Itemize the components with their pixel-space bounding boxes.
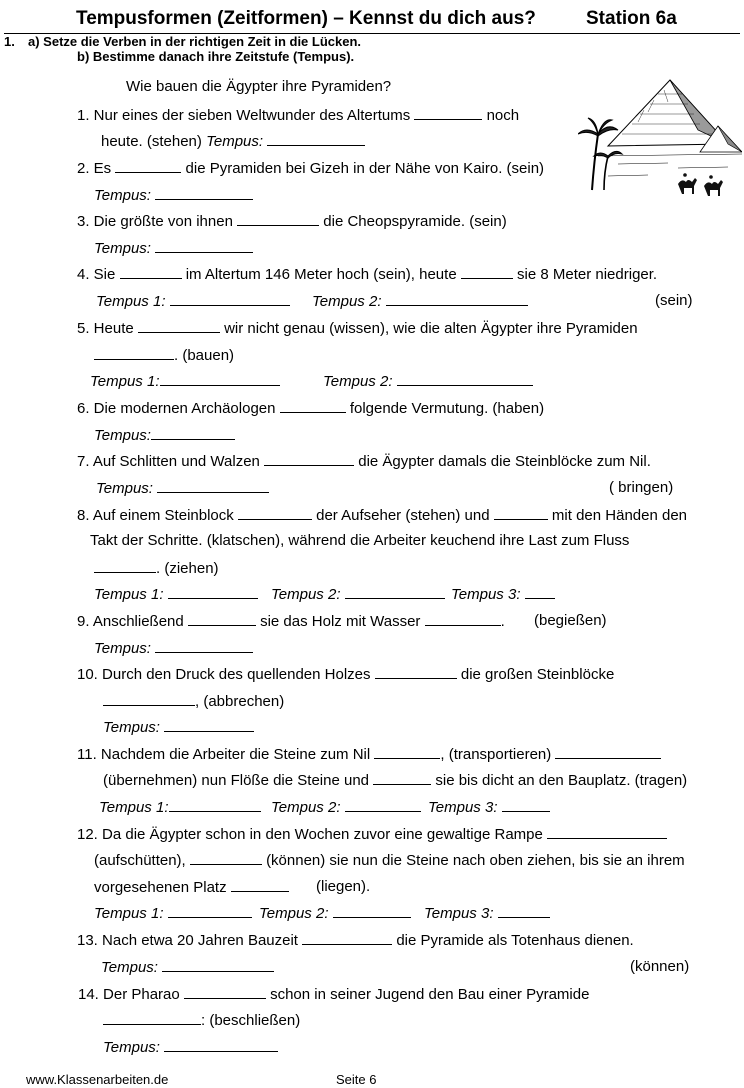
item-3-tempus-line	[94, 239, 253, 257]
item-6-tempus-blank[interactable]	[151, 426, 235, 440]
item-6-tempus-label: Tempus:	[94, 427, 151, 444]
item-6-tempus-line	[94, 426, 235, 444]
worksheet-subtitle: Wie bauen die Ägypter ihre Pyramiden?	[126, 78, 392, 95]
item-5-tempus1-blank[interactable]	[160, 372, 280, 386]
item-11-tempus2-label: Tempus 2:	[271, 799, 341, 816]
item-4-text-b: im Altertum 146 Meter hoch (sein), heute	[185, 266, 457, 283]
item-4-text-a: 4. Sie	[77, 266, 116, 283]
item-9-tempus-blank[interactable]	[155, 639, 253, 653]
item-10-tempus-label: Tempus:	[103, 719, 160, 736]
item-12-line-2	[94, 851, 685, 869]
item-5-tempus2-label: Tempus 2:	[323, 373, 393, 390]
item-14-line-1	[78, 985, 589, 1003]
item-12-text-d: vorgesehenen Platz	[94, 879, 227, 896]
item-12-tempus2-blank[interactable]	[333, 904, 411, 918]
item-9-text-a: 9. Anschließend	[77, 613, 184, 630]
item-5-text-a: 5. Heute	[77, 320, 134, 337]
item-11-text-d: sie bis dicht an den Bauplatz. (tragen)	[435, 772, 688, 789]
item-12-tempus3-blank[interactable]	[498, 904, 550, 918]
item-14-text-c: : (beschließen)	[201, 1012, 301, 1029]
item-10-blank-2[interactable]	[103, 692, 195, 706]
item-10-text-a: 10. Durch den Druck des quellenden Holzes	[77, 666, 371, 683]
item-13-verb: (können)	[630, 958, 690, 975]
item-5-tempus2-blank[interactable]	[397, 372, 533, 386]
item-2-tempus-blank[interactable]	[155, 186, 253, 200]
item-10-line-1	[77, 665, 614, 683]
item-14-blank-1[interactable]	[184, 985, 266, 999]
item-8-tempus3-line	[451, 585, 555, 603]
item-8-tempus2-label: Tempus 2:	[271, 586, 341, 603]
item-4-line-1	[77, 265, 657, 283]
item-14-tempus-label: Tempus:	[103, 1039, 160, 1056]
item-11-text-a: 11. Nachdem die Arbeiter die Steine zum Nil	[77, 746, 371, 763]
item-9-text-c: .	[500, 613, 505, 630]
item-5-tempus2-line	[323, 372, 533, 390]
item-2-blank-1[interactable]	[115, 159, 181, 173]
instruction-b: b) Bestimme danach ihre Zeitstufe (Tempus).	[77, 49, 355, 64]
item-8-tempus1-line	[94, 585, 258, 603]
item-7-tempus-label: Tempus:	[96, 480, 153, 497]
item-7-verb: ( bringen)	[609, 479, 674, 496]
item-3-tempus-blank[interactable]	[155, 239, 253, 253]
item-1-text-b: noch	[486, 107, 520, 124]
item-1-line-2	[101, 132, 365, 150]
item-8-tempus2-line	[271, 585, 445, 603]
item-3-text-a: 3. Die größte von ihnen	[77, 213, 233, 230]
item-5-line-2	[94, 346, 234, 364]
item-12-line-1	[77, 825, 667, 843]
item-11-tempus3-label: Tempus 3:	[428, 799, 498, 816]
item-12-blank-1[interactable]	[547, 825, 667, 839]
item-9-tempus-label: Tempus:	[94, 640, 151, 657]
item-13-text-b: die Pyramide als Totenhaus dienen.	[396, 932, 634, 949]
item-9-blank-2[interactable]	[425, 612, 501, 626]
item-8-text-e: . (ziehen)	[156, 560, 219, 577]
item-11-line-1	[77, 745, 661, 763]
item-9-tempus-line	[94, 639, 253, 657]
item-12-blank-3[interactable]	[231, 878, 289, 892]
item-14-line-2	[103, 1011, 300, 1029]
item-2-text-a: 2. Es	[77, 160, 112, 177]
item-5-blank-2[interactable]	[94, 346, 174, 360]
item-11-tempus1-blank[interactable]	[169, 798, 261, 812]
item-2-line-1	[77, 159, 544, 177]
item-7-tempus-blank[interactable]	[157, 479, 269, 493]
item-13-line-1	[77, 931, 634, 949]
item-12-tempus3-label: Tempus 3:	[424, 905, 494, 922]
item-12-blank-2[interactable]	[190, 851, 262, 865]
item-4-tempus2-blank[interactable]	[386, 292, 528, 306]
item-11-blank-1[interactable]	[374, 745, 440, 759]
item-1-tempus-blank[interactable]	[267, 132, 365, 146]
item-14-tempus-blank[interactable]	[164, 1038, 278, 1052]
item-1-text-a: 1. Nur eines der sieben Weltwunder des Altertums	[77, 107, 411, 124]
item-11-text-c: (übernehmen) nun Flöße die Steine und	[103, 772, 370, 789]
item-5-tempus1-label: Tempus 1:	[90, 373, 160, 390]
item-2-tempus-line	[94, 186, 253, 204]
item-8-text-a: 8. Auf einem Steinblock	[77, 507, 234, 524]
item-1-blank-1[interactable]	[414, 106, 482, 120]
item-4-tempus1-blank[interactable]	[170, 292, 290, 306]
item-11-tempus1-label: Tempus 1:	[99, 799, 169, 816]
item-9-line-1	[77, 612, 505, 630]
item-9-verb: (begießen)	[534, 612, 607, 629]
station-label: Station 6a	[586, 8, 677, 29]
item-8-blank-1[interactable]	[238, 506, 312, 520]
item-8-blank-2[interactable]	[494, 506, 548, 520]
item-12-text-e: (liegen).	[316, 878, 371, 895]
item-2-tempus-label: Tempus:	[94, 187, 151, 204]
item-12-tempus1-line	[94, 904, 252, 922]
item-11-blank-2[interactable]	[555, 745, 661, 759]
item-4-blank-2[interactable]	[461, 265, 513, 279]
item-7-tempus-line	[96, 479, 269, 497]
item-11-line-2	[103, 771, 687, 789]
item-14-blank-2[interactable]	[103, 1011, 201, 1025]
item-14-tempus-line	[103, 1038, 278, 1056]
item-6-blank-1[interactable]	[280, 399, 346, 413]
item-11-tempus2-blank[interactable]	[345, 798, 421, 812]
item-4-blank-1[interactable]	[120, 265, 182, 279]
item-10-tempus-blank[interactable]	[164, 718, 254, 732]
item-4-tempus2-label: Tempus 2:	[312, 293, 382, 310]
item-14-text-a: 14. Der Pharao	[78, 986, 180, 1003]
item-4-tempus1-label: Tempus 1:	[96, 293, 166, 310]
item-13-blank-1[interactable]	[302, 931, 392, 945]
item-14-text-b: schon in seiner Jugend den Bau einer Pyramide	[270, 986, 590, 1003]
item-4-tempus-line	[96, 292, 290, 310]
item-8-tempus3-label: Tempus 3:	[451, 586, 521, 603]
item-11-text-b: , (transportieren)	[440, 746, 552, 763]
item-3-tempus-label: Tempus:	[94, 240, 151, 257]
item-11-tempus3-blank[interactable]	[502, 798, 550, 812]
item-9-text-b: sie das Holz mit Wasser	[260, 613, 421, 630]
item-8-line-3	[94, 559, 219, 577]
footer-site: www.Klassenarbeiten.de	[26, 1072, 169, 1087]
item-10-line-2	[103, 692, 284, 710]
item-6-line-1	[77, 399, 544, 417]
item-13-tempus-blank[interactable]	[162, 958, 274, 972]
item-12-text-b: (aufschütten),	[94, 852, 186, 869]
item-11-tempus2-line	[271, 798, 421, 816]
item-5-text-c: . (bauen)	[174, 347, 235, 364]
item-4-text-c: sie 8 Meter niedriger.	[517, 266, 658, 283]
item-5-line-1	[77, 319, 638, 337]
item-12-tempus1-label: Tempus 1:	[94, 905, 164, 922]
item-13-tempus-line	[101, 958, 274, 976]
item-7-text-a: 7. Auf Schlitten und Walzen	[77, 453, 260, 470]
item-12-tempus2-line	[259, 904, 411, 922]
item-7-text-b: die Ägypter damals die Steinblöcke zum Nil.	[358, 453, 651, 470]
item-7-line-1	[77, 452, 651, 470]
item-8-tempus2-blank[interactable]	[345, 585, 445, 599]
item-8-text-c: mit den Händen den	[551, 507, 688, 524]
item-3-line-1	[77, 212, 507, 230]
item-12-line-3	[94, 878, 289, 896]
item-8-line-2: Takt der Schritte. (klatschen), während die Arbeiter keuchend ihre Last zum Fluss	[90, 532, 630, 549]
item-1-text-c: heute. (stehen)	[101, 133, 202, 150]
item-8-blank-3[interactable]	[94, 559, 156, 573]
item-4-tempus2-line	[312, 292, 528, 310]
item-13-tempus-label: Tempus:	[101, 959, 158, 976]
item-6-text-b: folgende Vermutung. (haben)	[349, 400, 545, 417]
item-12-tempus2-label: Tempus 2:	[259, 905, 329, 922]
item-12-text-c: (können) sie nun die Steine nach oben ziehen, bis sie an ihrem	[266, 852, 685, 869]
item-7-blank-1[interactable]	[264, 452, 354, 466]
pyramid-illustration-icon	[578, 72, 742, 200]
item-5-blank-1[interactable]	[138, 319, 220, 333]
task-number: 1.	[4, 34, 15, 49]
item-4-verb: (sein)	[655, 292, 693, 309]
item-11-tempus3-line	[428, 798, 550, 816]
item-11-blank-3[interactable]	[373, 771, 431, 785]
item-1-line-1	[77, 106, 519, 124]
item-8-tempus1-label: Tempus 1:	[94, 586, 164, 603]
item-5-text-b: wir nicht genau (wissen), wie die alten Ägypter ihre Pyramiden	[224, 320, 638, 337]
item-6-text-a: 6. Die modernen Archäologen	[77, 400, 276, 417]
item-12-tempus1-blank[interactable]	[168, 904, 252, 918]
footer-page-number: Seite 6	[336, 1072, 377, 1087]
item-2-text-b: die Pyramiden bei Gizeh in der Nähe von Kairo. (sein)	[185, 160, 545, 177]
item-3-blank-1[interactable]	[237, 212, 319, 226]
item-12-tempus3-line	[424, 904, 550, 922]
item-10-text-c: , (abbrechen)	[195, 693, 285, 710]
item-8-tempus1-blank[interactable]	[168, 585, 258, 599]
page-title: Tempusformen (Zeitformen) – Kennst du dich aus?	[76, 8, 536, 29]
item-9-blank-1[interactable]	[188, 612, 256, 626]
item-12-text-a: 12. Da die Ägypter schon in den Wochen zuvor eine gewaltige Rampe	[77, 826, 543, 843]
item-8-text-b: der Aufseher (stehen) und	[316, 507, 490, 524]
item-1-tempus-label: Tempus:	[206, 133, 264, 150]
item-10-text-b: die großen Steinblöcke	[460, 666, 615, 683]
item-13-text-a: 13. Nach etwa 20 Jahren Bauzeit	[77, 932, 298, 949]
instruction-a: a) Setze die Verben in der richtigen Zeit in die Lücken.	[28, 34, 362, 49]
item-11-tempus1-line	[99, 798, 261, 816]
item-3-text-b: die Cheopspyramide. (sein)	[323, 213, 507, 230]
item-8-tempus3-blank[interactable]	[525, 585, 555, 599]
item-10-tempus-line	[103, 718, 254, 736]
item-5-tempus1-line	[90, 372, 280, 390]
item-8-line-1	[77, 506, 687, 524]
item-10-blank-1[interactable]	[375, 665, 457, 679]
